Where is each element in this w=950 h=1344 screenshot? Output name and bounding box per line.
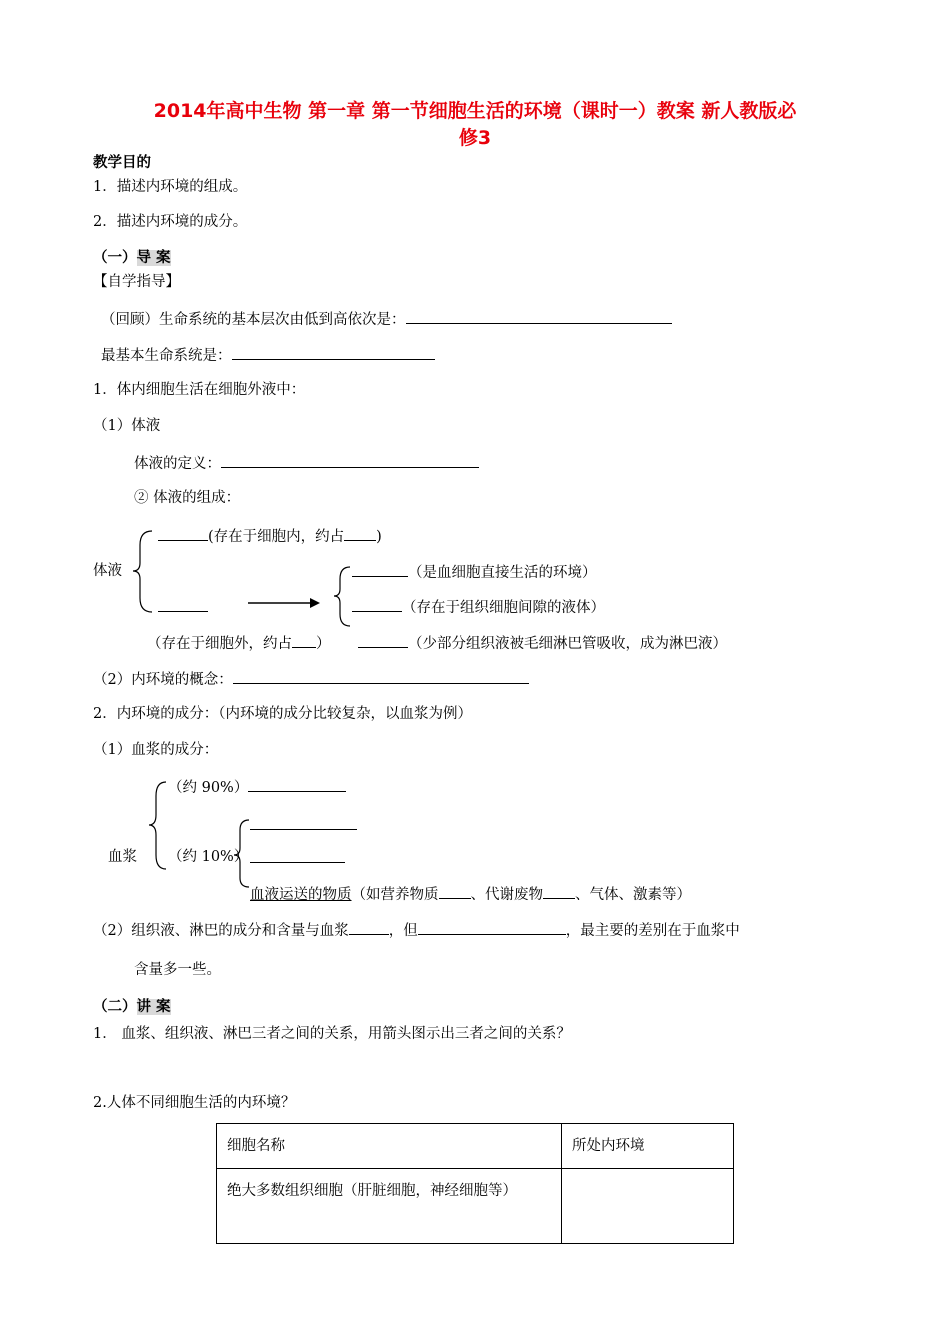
table-header-cell: 所处内环境 <box>562 1124 734 1169</box>
composition-question: ② 体液的组成： <box>134 490 241 506</box>
pct10-text: （约 10%） <box>168 849 249 865</box>
question-2: 2．内环境的成分：（内环境的成分比较复杂，以血浆为例） <box>93 706 472 722</box>
self-study-label: 【自学指导】 <box>93 274 180 290</box>
extracellular-brace <box>334 567 350 626</box>
question-2-2-cont: 含量多一些。 <box>134 962 221 978</box>
lecture-question-2: 2.人体不同细胞生活的内环境？ <box>93 1095 296 1111</box>
q2-2-part-b: ，但 <box>388 923 418 939</box>
pct90-text: （约 90%） <box>168 780 249 796</box>
question-2-1: （1）血浆的成分： <box>93 742 219 758</box>
transported-label: 血液运送的物质 <box>250 887 352 903</box>
intracellular-text: (存在于细胞内，约占 <box>208 529 345 545</box>
extracellular-text: （存在于细胞外，约占 <box>147 636 292 652</box>
table-header-cell: 细胞名称 <box>217 1124 562 1169</box>
section-lecture-prefix: （二） <box>93 999 137 1015</box>
objective-1: 1．描述内环境的组成。 <box>93 179 248 195</box>
question-1-1: （1）体液 <box>93 418 161 434</box>
q2-2-part-a: （2）组织液、淋巴的成分和含量与血浆 <box>93 923 349 939</box>
section-guide-prefix: （一） <box>93 250 137 266</box>
lecture-question-1: 1． 血浆、组织液、淋巴三者之间的关系，用箭头图示出三者之间的关系？ <box>93 1026 571 1042</box>
body-fluid-label: 体液 <box>93 563 122 579</box>
basic-system-text: 最基本生命系统是： <box>101 348 232 364</box>
transported-nutrient: （如营养物质 <box>351 887 439 903</box>
body-fluid-brace <box>133 531 152 612</box>
objectives-heading: 教学目的 <box>93 155 151 171</box>
section-guide-label: 导 案 <box>136 250 171 266</box>
page-title: 2014年高中生物 第一章 第一节细胞生活的环境（课时一）教案 新人教版必 <box>153 100 797 122</box>
solute-brace <box>234 820 249 887</box>
intracellular-close: ) <box>376 529 382 545</box>
tissue-fluid-desc: （存在于组织细胞间隙的液体） <box>402 600 605 616</box>
plasma-desc: （是血细胞直接生活的环境） <box>408 565 597 581</box>
arrow-head <box>310 598 320 608</box>
q2-2-part-c: ，最主要的差别在于血浆中 <box>565 923 740 939</box>
page-title-cont: 修3 <box>458 127 492 149</box>
table-cell: 绝大多数组织细胞（肝脏细胞，神经细胞等） <box>217 1169 562 1244</box>
section-lecture-label: 讲 案 <box>136 999 171 1015</box>
transported-waste: 、代谢废物 <box>470 887 543 903</box>
question-1: 1．体内细胞生活在细胞外液中： <box>93 382 306 398</box>
definition-text: 体液的定义： <box>134 456 221 472</box>
transported-other: 、气体、激素等） <box>575 887 691 903</box>
review-text: （回顾）生命系统的基本层次由低到高依次是： <box>101 312 406 328</box>
extracellular-close: ） <box>316 636 331 652</box>
objective-2: 2．描述内环境的成分。 <box>93 214 248 230</box>
plasma-brace <box>149 782 166 869</box>
concept-text: （2）内环境的概念： <box>93 672 233 688</box>
lymph-desc: （少部分组织液被毛细淋巴管吸收，成为淋巴液） <box>408 636 727 652</box>
plasma-label: 血浆 <box>108 849 137 865</box>
